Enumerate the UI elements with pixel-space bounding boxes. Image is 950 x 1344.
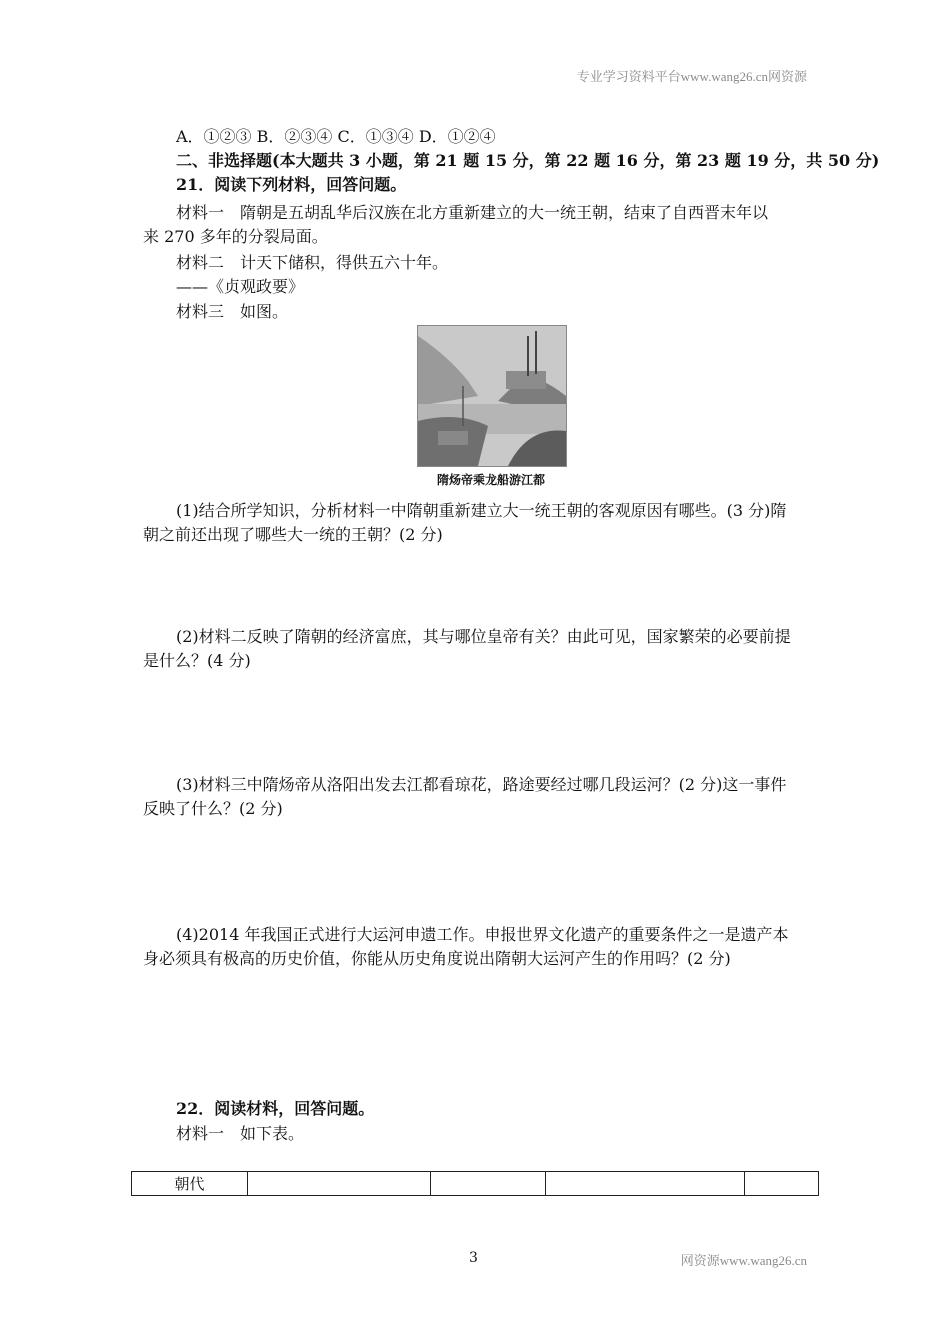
table-row <box>132 1172 819 1196</box>
question-4-line-1: (4)2014 年我国正式进行大运河申遗工作。申报世界文化遗产的重要条件之一是遗产本 <box>176 925 789 944</box>
table-cell <box>431 1172 546 1196</box>
question-22-material-1: 材料一 如下表。 <box>176 1124 305 1143</box>
page-number: 3 <box>469 1250 478 1266</box>
section-heading: 二、非选择题(本大题共 3 小题，第 21 题 15 分，第 22 题 16 分，第 23 题 19 分，共 50 分) <box>176 151 880 170</box>
question-21-title <box>176 174 406 196</box>
question-3-line-2: 反映了什么？(2 分) <box>143 799 283 818</box>
question-22-title <box>176 1098 374 1120</box>
table-cell-dynasty-header: 朝代 <box>132 1172 248 1196</box>
dynasty-table <box>131 1171 819 1196</box>
material-2-source: ——《贞观政要》 <box>176 277 305 296</box>
answer-options: A．①②③ B．②③④ C．①③④ D．①②④ <box>176 127 496 146</box>
question-22-text: 22．阅读材料，回答问题。 <box>176 1099 375 1118</box>
question-1-line-1: (1)结合所学知识，分析材料一中隋朝重新建立大一统王朝的客观原因有哪些。(3 分)隋 <box>176 501 787 520</box>
figure-caption: 隋炀帝乘龙船游江都 <box>436 473 545 487</box>
table-cell <box>745 1172 819 1196</box>
material-1-line-2: 来 270 多年的分裂局面。 <box>143 227 328 246</box>
table-cell <box>546 1172 745 1196</box>
question-21-text: 21．阅读下列材料，回答问题。 <box>176 175 407 194</box>
table-cell <box>248 1172 431 1196</box>
material-2: 材料二 计天下储积，得供五六十年。 <box>176 253 449 272</box>
footer-watermark: 网资源www.wang26.cn <box>680 1253 807 1268</box>
question-1-line-2: 朝之前还出现了哪些大一统的王朝？(2 分) <box>143 525 443 544</box>
question-2-line-2: 是什么？(4 分) <box>143 651 251 670</box>
question-2-line-1: (2)材料二反映了隋朝的经济富庶，其与哪位皇帝有关？由此可见，国家繁荣的必要前提 <box>176 627 791 646</box>
material-3: 材料三 如图。 <box>176 302 289 321</box>
question-4-line-2: 身必须具有极高的历史价值，你能从历史角度说出隋朝大运河产生的作用吗？(2 分) <box>143 949 731 968</box>
painting-illustration <box>418 326 566 466</box>
material-1-line-1: 材料一 隋朝是五胡乱华后汉族在北方重新建立的大一统王朝，结束了自西晋末年以 <box>176 203 769 222</box>
header-watermark: 专业学习资料平台www.wang26.cn网资源 <box>576 69 807 84</box>
dragon-boat-painting <box>417 325 567 467</box>
question-3-line-1: (3)材料三中隋炀帝从洛阳出发去江都看琼花，路途要经过哪几段运河？(2 分)这一事件 <box>176 775 787 794</box>
